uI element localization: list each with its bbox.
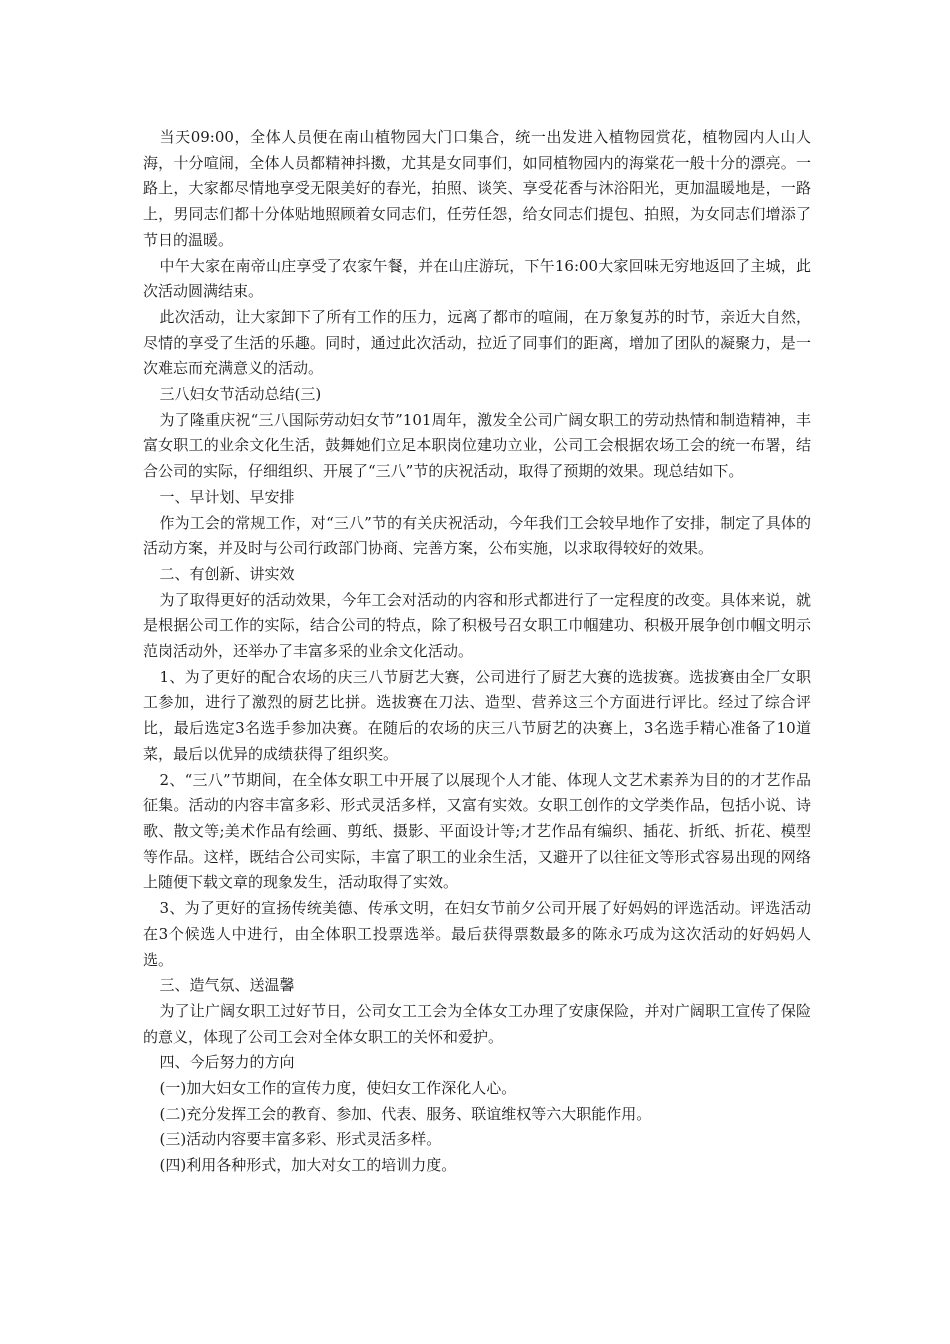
list-item-3: 3、为了更好的宣扬传统美德、传承文明，在妇女节前夕公司开展了好妈妈的评选活动。评选活动在3个候选人中进行，由全体职工投票选举。最后获得票数最多的陈永巧成为这次活动的好妈妈人选。 bbox=[143, 899, 811, 969]
heading-2: 二、有创新、讲实效 bbox=[159, 564, 295, 583]
section-title: 三八妇女节活动总结(三) bbox=[159, 385, 322, 404]
heading-1: 一、早计划、早安排 bbox=[159, 487, 295, 506]
paragraph-planning: 作为工会的常规工作，对“三八”节的有关庆祝活动，今年我们工会较早地作了安排，制定了具体的活动方案，并及时与公司行政部门协商、完善方案，公布实施，以求取得较好的效果。 bbox=[143, 513, 811, 558]
paragraph-intro: 为了隆重庆祝“三八国际劳动妇女节”101周年，激发全公司广阔女职工的劳动热情和制造精神，丰富女职工的业余文化生活，鼓舞她们立足本职岗位建功立业，公司工会根据农场工会的统一布署，结合公司的实际，仔细组织、开展了“三八”节的庆祝活动，取得了预期的效果。现总结如下。 bbox=[143, 410, 811, 481]
paragraph-arrival: 当天09:00，全体人员便在南山植物园大门口集合，统一出发进入植物园赏花，植物园内人山人海，十分喧闹，全体人员都精神抖擞，尤其是女同事们，如同植物园内的海棠花一般十分的漂亮。一路上，大家都尽情地享受无限美好的春光，拍照、谈笑、享受花香与沐浴阳光，更加温暖地是，一路上，男同志们都十分体贴地照顾着女同志们，任劳任怨，给女同志们提包、拍照，为女同志们增添了节日的温暖。 bbox=[143, 128, 811, 249]
paragraph-reflection: 此次活动，让大家卸下了所有工作的压力，远离了都市的喧闹，在万象复苏的时节，亲近大自然，尽情的享受了生活的乐趣。同时，通过此次活动，拉近了同事们的距离，增加了团队的凝聚力，是一次难忘而充满意义的活动。 bbox=[143, 307, 811, 378]
heading-4: 四、今后努力的方向 bbox=[159, 1053, 295, 1072]
direction-item-2: (二)充分发挥工会的教育、参加、代表、服务、联谊维权等六大职能作用。 bbox=[159, 1104, 652, 1123]
paragraph-innovation: 为了取得更好的活动效果，今年工会对活动的内容和形式都进行了一定程度的改变。具体来说，就是根据公司工作的实际，结合公司的特点，除了积极号召女职工巾帼建功、积极开展争创巾帼文明示范岗活动外，还举办了丰富多采的业余文化活动。 bbox=[143, 590, 811, 661]
paragraph-insurance: 为了让广阔女职工过好节日，公司女工工会为全体女工办理了安康保险，并对广阔职工宣传了保险的意义，体现了公司工会对全体女职工的关怀和爱护。 bbox=[143, 1001, 811, 1046]
direction-item-3: (三)活动内容要丰富多彩、形式灵活多样。 bbox=[159, 1130, 442, 1149]
list-item-1: 1、为了更好的配合农场的庆三八节厨艺大赛，公司进行了厨艺大赛的选拔赛。选拔赛由全厂女职工参加，进行了激烈的厨艺比拼。选拔赛在刀法、造型、营养这三个方面进行评比。经过了综合评比，最后选定3名选手参加决赛。在随后的农场的庆三八节厨艺的决赛上，3名选手精心准备了10道菜，最后以优异的成绩获得了组织奖。 bbox=[143, 667, 811, 763]
document-body bbox=[143, 125, 811, 1179]
direction-item-1: (一)加大妇女工作的宣传力度，使妇女工作深化人心。 bbox=[159, 1079, 517, 1098]
paragraph-lunch: 中午大家在南帝山庄享受了农家午餐，并在山庄游玩，下午16:00大家回味无穷地返回了主城，此次活动圆满结束。 bbox=[143, 256, 811, 301]
heading-3: 三、造气氛、送温馨 bbox=[159, 976, 295, 995]
list-item-2: 2、“三八”节期间，在全体女职工中开展了以展现个人才能、体现人文艺术素养为目的的才艺作品征集。活动的内容丰富多彩、形式灵活多样，又富有实效。女职工创作的文学类作品，包括小说、诗歌、散文等;美术作品有绘画、剪纸、摄影、平面设计等;才艺作品有编织、插花、折纸、折花、模型等作品。这样，既结合公司实际，丰富了职工的业余生活，又避开了以往征文等形式容易出现的网络上随便下载文章的现象发生，活动取得了实效。 bbox=[143, 770, 811, 892]
direction-item-4: (四)利用各种形式，加大对女工的培训力度。 bbox=[159, 1156, 457, 1175]
